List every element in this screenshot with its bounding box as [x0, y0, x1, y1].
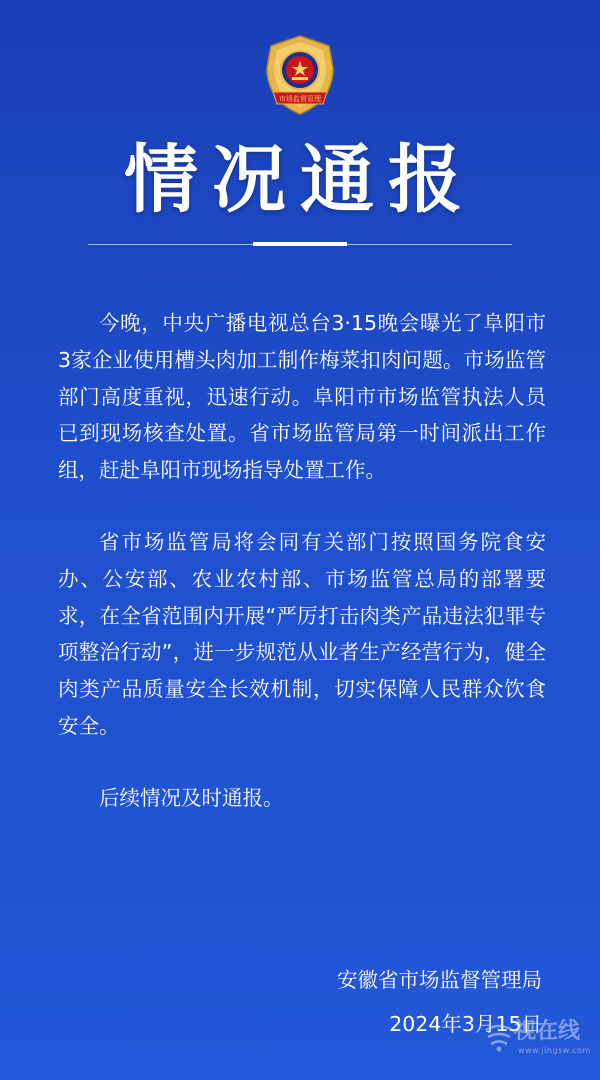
watermark-text: 视在线	[514, 1018, 581, 1044]
notice-body	[58, 305, 546, 817]
police-emblem-icon	[259, 34, 341, 116]
watermark	[482, 1016, 592, 1062]
watermark-url: www.jingsw.com	[518, 1046, 591, 1055]
paragraph-2: 省市场监管局将会同有关部门按照国务院食安办、公安部、农业农村部、市场监管总局的部署要求，在全省范围内开展“严厉打击肉类产品违法犯罪专项整治行动”，进一步规范从业者生产经营行为，健全肉类产品质量安全长效机制，切实保障人民群众饮食安全。	[58, 529, 546, 738]
tv-logo-icon	[482, 1020, 516, 1054]
signature-organization: 安徽省市场监督管理局	[337, 968, 542, 992]
divider-accent	[253, 242, 347, 246]
signature-date: 2024年3月15日	[389, 1012, 542, 1036]
page-title: 情况通报	[124, 137, 476, 223]
emblem-ribbon-text: 市场监督管理	[279, 95, 321, 103]
paragraph-1: 今晚，中央广播电视总台3·15晚会曝光了阜阳市3家企业使用槽头肉加工制作梅菜扣肉问题。市场监管部门高度重视，迅速行动。阜阳市市场监管执法人员已到现场核查处置。省市场监管局第一时间派出工作组，赶赴阜阳市现场指导处置工作。	[58, 311, 546, 483]
paragraph-3: 后续情况及时通报。	[99, 785, 284, 810]
